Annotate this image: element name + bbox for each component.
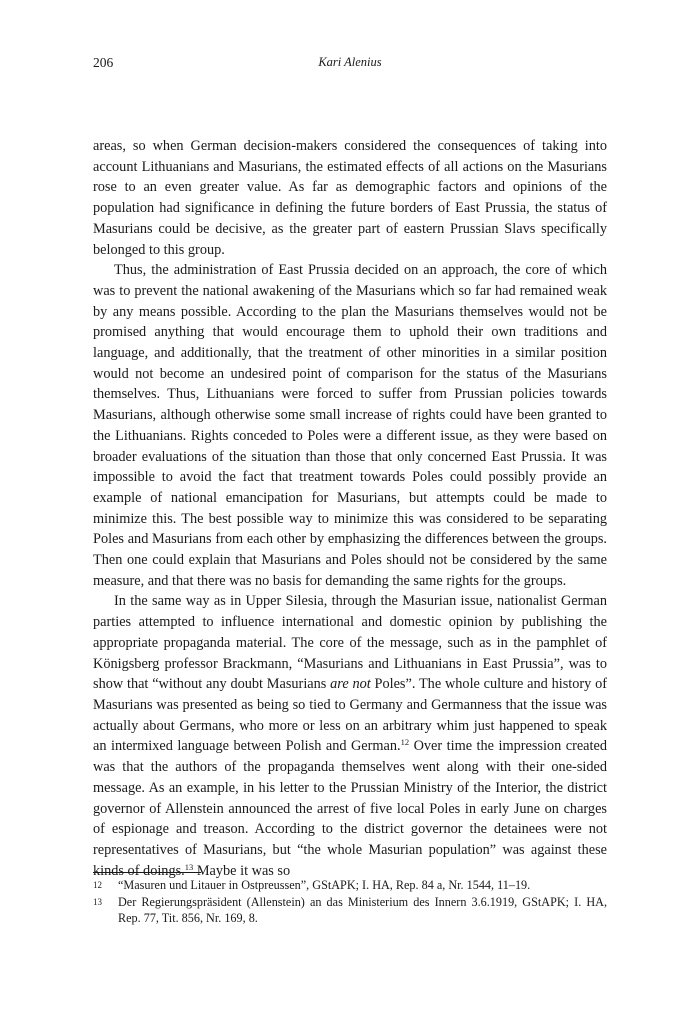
paragraph-2: Thus, the administration of East Prussia decided on an approach, the core of which was to prevent the national awakening of the Masurians which so far had remained weak by any means possible. According to the plan the Masurians themselves would not be promised anything that would encourage them to uphold their own traditions and language, and additionally, that the treatment of other minorities in a similar position would not become an undesired point of comparison for the status of the Masurians themselves. Thus, Lithuanians were forced to suffer from Prussian policies towards Masurians, although otherwise some small increase of rights could have been granted to the Lithuanians. Rights conceded to Poles were a different issue, as they were based on broader evaluations of the situation than those that only concerned East Prussia. It was impossible to avoid the fact that treatment towards Poles could possibly provide an example of national emancipation for Masurians, but attempts could be made to minimize this. The best possible way to minimize this was considered to be separating Poles and Masurians from each other by emphasizing the differences between the groups. Then one could explain that Masurians and Poles should not be considered by the same measure, and that there was no basis for demanding the same rights for the groups. (93, 262, 607, 589)
footnote-number: 12 (93, 880, 102, 890)
footnote-ref-13[interactable]: 13 (184, 861, 194, 872)
footnote-13 (93, 894, 607, 927)
emphasis-are-not: are not (330, 676, 371, 693)
footnote-ref-12[interactable]: 12 (400, 737, 410, 748)
footnote-rule (93, 872, 201, 873)
page-number: 206 (93, 55, 114, 70)
footnote-text: “Masuren und Litauer in Ostpreussen”, GStAPK; I. HA, Rep. 84 a, Nr. 1544, 11–19. (118, 878, 531, 892)
footnote-text: Der Regierungspräsident (Allenstein) an das Ministerium des Innern 3.6.1919, GStAPK; I. HA, Rep. 77, Tit. 856, Nr. 169, 8. (118, 894, 607, 925)
paragraph-3-part-c: Over time the impression created was that the authors of the propaganda themselves went along with their one-sided message. As an example, in his letter to the Prussian Ministry of the Interior, the district governor of Allenstein announced the arrest of five local Poles in early June on charges of espionage and treason. According to the district governor the detainees were not representatives of Masurians, but “the whole Masurian population” was against these kinds of doings. (93, 738, 607, 879)
paragraph-1: areas, so when German decision-makers considered the consequences of taking into account Lithuanians and Masurians, the estimated effects of all actions on the Masurians rose to an even greater value. As far as demographic factors and opinions of the population had significance in defining the future borders of East Prussia, the status of Masurians could be decisive, as the greater part of eastern Prussian Slavs specifically belonged to this group. (93, 138, 607, 258)
paragraph-3-part-b: Poles”. The whole culture and history of Masurians was presented as being so tied to Germany and Germanness that the issue was actually about Germans, who more or less on an arbitrary whim just happened to speak an intermixed language between Polish and German. (93, 676, 607, 755)
footnote-12 (93, 877, 607, 894)
paragraph-3 (93, 591, 607, 881)
running-head: Kari Alenius (318, 55, 382, 69)
footnote-number: 13 (93, 896, 102, 907)
paragraph-3-part-d: Maybe it was so (193, 862, 291, 879)
body-text (93, 136, 607, 881)
footnotes (93, 877, 607, 927)
paragraph-3-part-a: In the same way as in Upper Silesia, through the Masurian issue, nationalist German parties attempted to influence international and domestic opinion by publishing the appropriate propaganda material. The core of the message, such as in the pamphlet of Königsberg professor Brackmann, “Masurians and Lithuanians in East Prussia”, was to show that “without any doubt Masurians (93, 593, 607, 693)
page-header (93, 55, 607, 75)
